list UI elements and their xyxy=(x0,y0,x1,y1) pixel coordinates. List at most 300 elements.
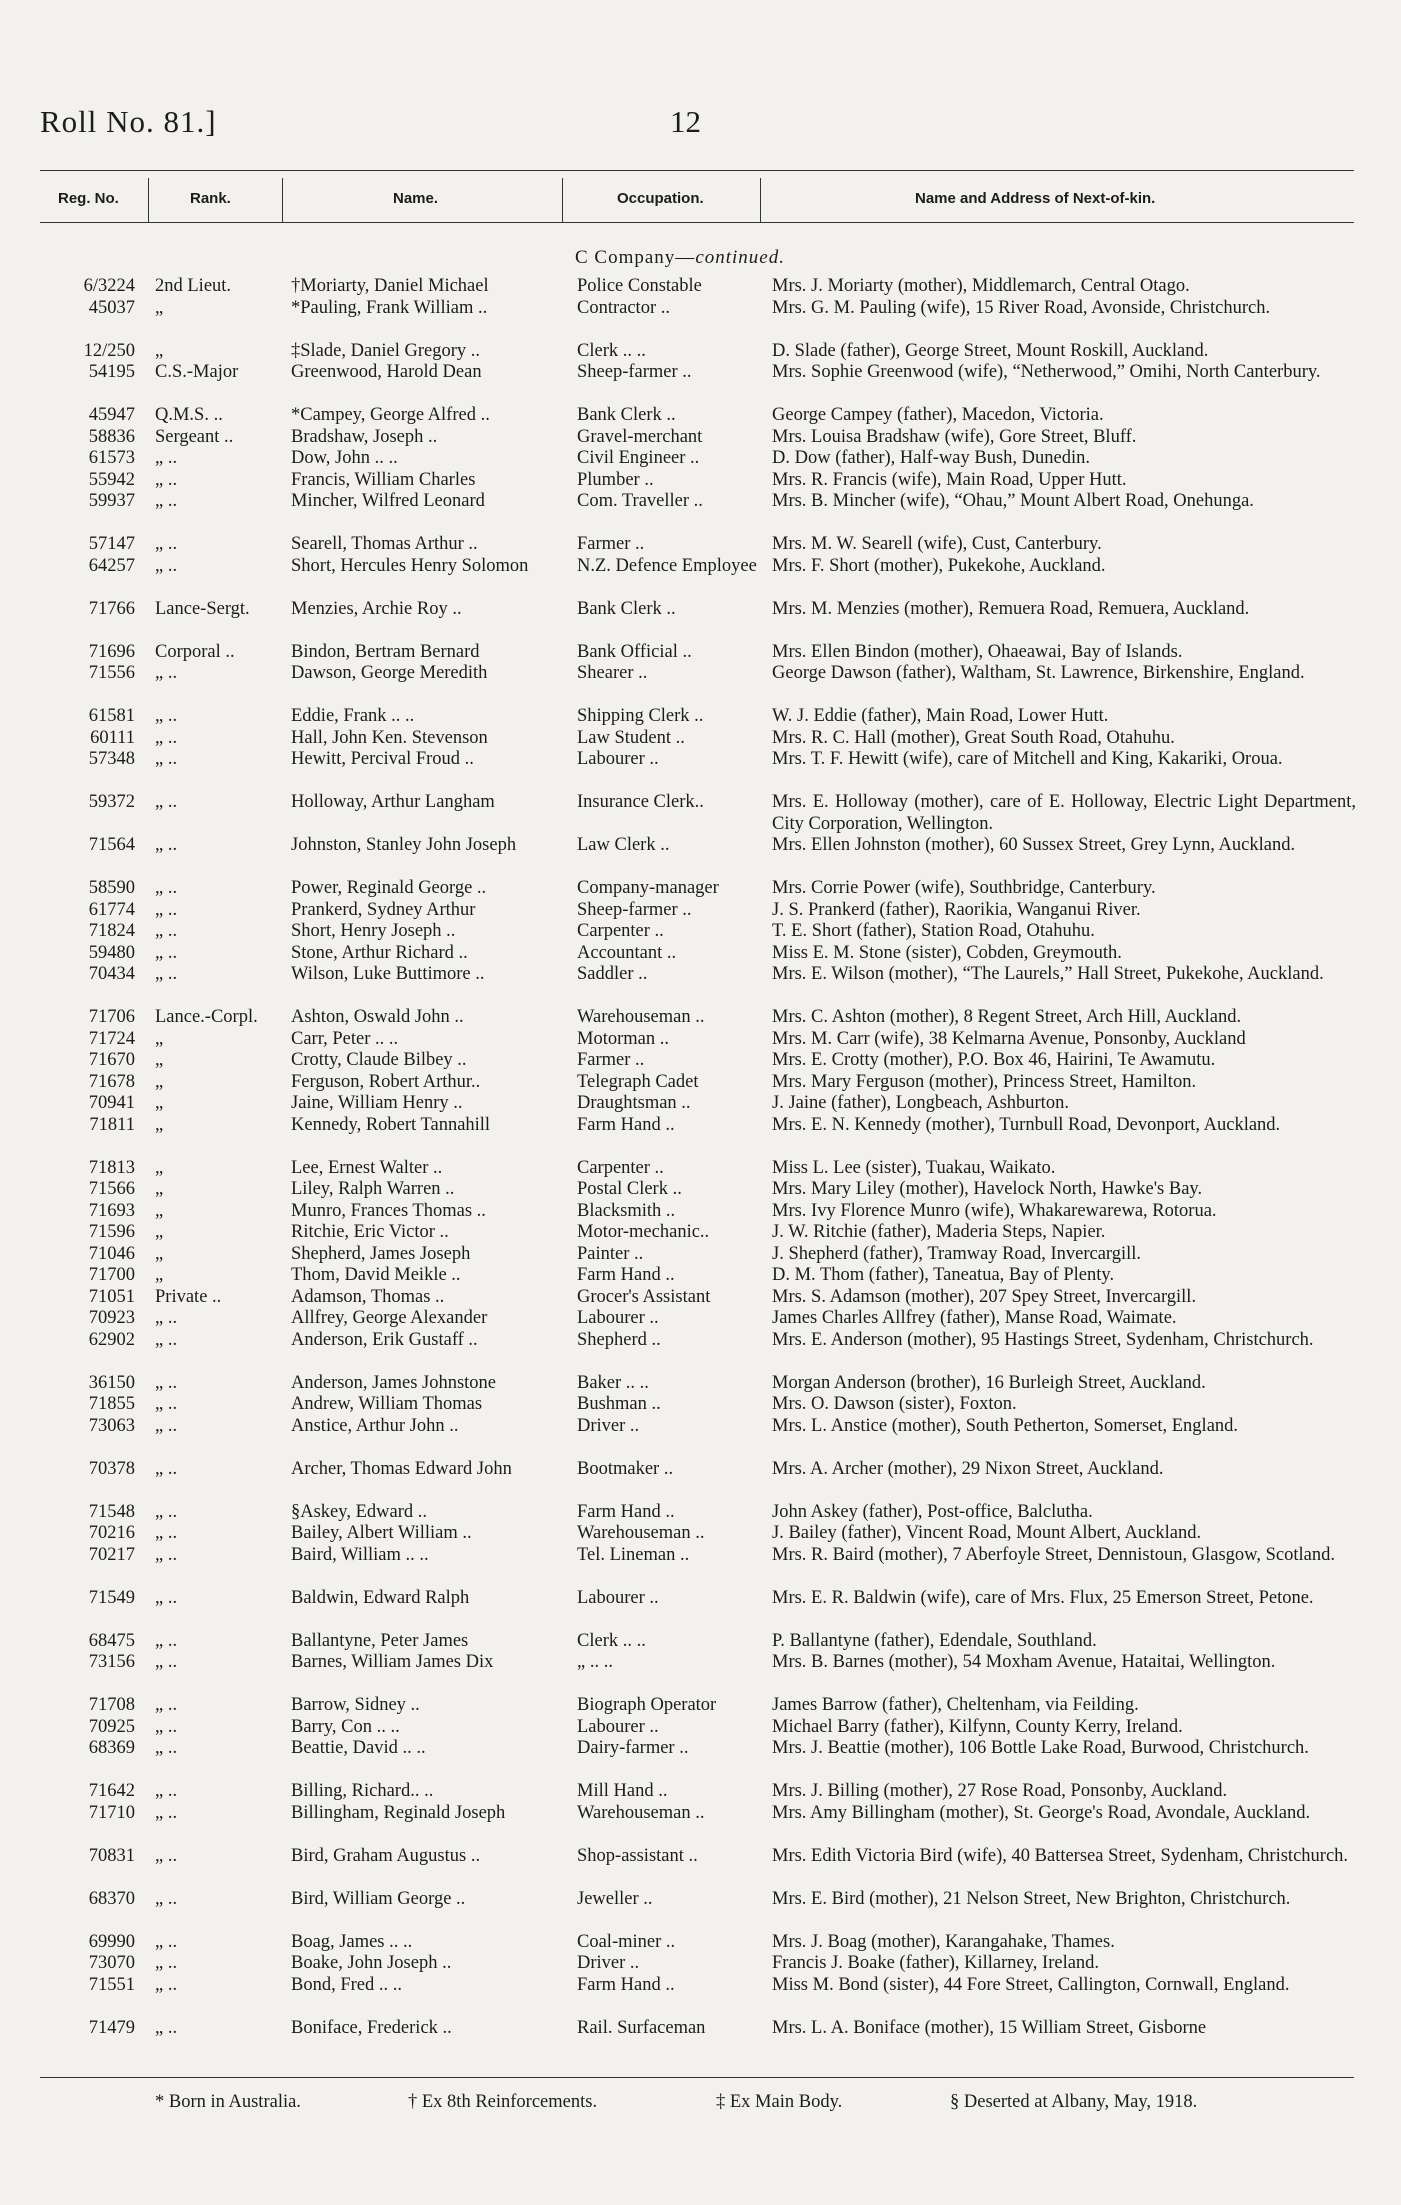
rank: „ xyxy=(155,1093,164,1113)
rank: Q.M.S. .. xyxy=(155,405,223,425)
next-of-kin: Mrs. L. Anstice (mother), South Petherton, Somerset, England. xyxy=(772,1415,1239,1436)
footer-rule xyxy=(40,2077,1354,2078)
occupation: Farm Hand .. xyxy=(577,1265,675,1285)
soldier-name: Francis, William Charles xyxy=(291,469,476,490)
soldier-name: Anderson, James Johnstone xyxy=(291,1372,497,1393)
next-of-kin: Mrs. E. Bird (mother), 21 Nelson Street, New Brighton, Christchurch. xyxy=(772,1888,1291,1909)
soldier-name: Short, Hercules Henry Solomon xyxy=(291,555,529,576)
occupation: „ .. .. xyxy=(577,1652,613,1672)
next-of-kin: J. Shepherd (father), Tramway Road, Invercargill. xyxy=(772,1243,1142,1264)
occupation: Tel. Lineman .. xyxy=(577,1544,690,1565)
column-header-rank: Rank. xyxy=(190,190,231,207)
reg-number: 55942 xyxy=(88,469,135,490)
rank: „ .. xyxy=(155,1308,178,1328)
reg-number: 64257 xyxy=(88,555,135,576)
rank: „ .. xyxy=(155,491,178,511)
next-of-kin: Mrs. G. M. Pauling (wife), 15 River Road, Avonside, Christchurch. xyxy=(772,297,1271,318)
occupation: Labourer .. xyxy=(577,749,659,769)
reg-number: 71693 xyxy=(88,1200,135,1221)
reg-number: 70831 xyxy=(88,1845,135,1866)
next-of-kin: Mrs. E. Wilson (mother), “The Laurels,” Hall Street, Pukekohe, Auckland. xyxy=(772,964,1324,984)
reg-number: 59372 xyxy=(88,792,135,812)
rank: „ xyxy=(155,1265,164,1285)
soldier-name: Holloway, Arthur Langham xyxy=(291,792,495,812)
soldier-name: Beattie, David .. .. xyxy=(291,1738,426,1758)
soldier-name: Billingham, Reginald Joseph xyxy=(291,1802,506,1823)
rank: „ .. xyxy=(155,1630,178,1651)
next-of-kin: Mrs. E. Crotty (mother), P.O. Box 46, Hairini, Te Awamutu. xyxy=(772,1050,1216,1070)
reg-number: 71549 xyxy=(88,1587,135,1608)
rank: „ xyxy=(155,1200,164,1221)
next-of-kin: Mrs. R. C. Hall (mother), Great South Road, Otahuhu. xyxy=(772,727,1175,748)
footnote-deserted: § Deserted at Albany, May, 1918. xyxy=(950,2092,1198,2112)
occupation: Shearer .. xyxy=(577,663,648,683)
soldier-name: Eddie, Frank .. .. xyxy=(291,706,415,726)
next-of-kin: J. Bailey (father), Vincent Road, Mount Albert, Auckland. xyxy=(772,1523,1202,1543)
soldier-name: Greenwood, Harold Dean xyxy=(291,362,482,382)
reg-number: 60111 xyxy=(90,727,135,748)
next-of-kin: James Barrow (father), Cheltenham, via Feilding. xyxy=(772,1695,1139,1715)
rank: „ .. xyxy=(155,1845,178,1866)
section-heading xyxy=(575,247,785,269)
reg-number: 71642 xyxy=(88,1781,135,1801)
rank: „ xyxy=(155,1050,164,1070)
reg-number: 70217 xyxy=(88,1544,135,1565)
next-of-kin: John Askey (father), Post-office, Balclutha. xyxy=(772,1501,1093,1522)
rank: „ .. xyxy=(155,1458,178,1479)
page-number: 12 xyxy=(670,104,701,139)
rank: „ .. xyxy=(155,1695,178,1715)
reg-number: 61774 xyxy=(88,899,135,920)
occupation: Sheep-farmer .. xyxy=(577,362,692,382)
soldier-name: Shepherd, James Joseph xyxy=(291,1243,471,1264)
reg-number: 73156 xyxy=(88,1652,135,1672)
occupation: Bank Official .. xyxy=(577,641,692,662)
occupation: Warehouseman .. xyxy=(577,1802,705,1823)
rank: „ .. xyxy=(155,1931,178,1952)
reg-number: 71696 xyxy=(88,641,135,662)
occupation: Shipping Clerk .. xyxy=(577,706,704,726)
soldier-name: Johnston, Stanley John Joseph xyxy=(291,835,517,855)
reg-number: 71708 xyxy=(88,1695,135,1715)
reg-number: 71724 xyxy=(88,1028,135,1049)
rank: C.S.-Major xyxy=(155,362,239,382)
next-of-kin: Francis J. Boake (father), Killarney, Ireland. xyxy=(772,1953,1100,1973)
rank: „ .. xyxy=(155,942,178,963)
soldier-name: Bailey, Albert William .. xyxy=(291,1523,472,1543)
next-of-kin: Mrs. B. Barnes (mother), 54 Moxham Avenue, Hataitai, Wellington. xyxy=(772,1652,1276,1672)
reg-number: 45037 xyxy=(88,297,135,318)
reg-number: 71855 xyxy=(88,1394,135,1414)
next-of-kin: Mrs. F. Short (mother), Pukekohe, Auckland. xyxy=(772,555,1106,576)
reg-number: 71813 xyxy=(88,1157,135,1178)
next-of-kin: Mrs. Ellen Johnston (mother), 60 Sussex Street, Grey Lynn, Auckland. xyxy=(772,835,1296,855)
soldier-name: Bird, Graham Augustus .. xyxy=(291,1845,481,1866)
next-of-kin: Mrs. E. N. Kennedy (mother), Turnbull Road, Devonport, Auckland. xyxy=(772,1114,1281,1135)
occupation: Labourer .. xyxy=(577,1587,659,1608)
reg-number: 54195 xyxy=(88,362,135,382)
next-of-kin: Mrs. B. Mincher (wife), “Ohau,” Mount Albert Road, Onehunga. xyxy=(772,491,1254,511)
reg-number: 58836 xyxy=(88,426,135,447)
soldier-name: Wilson, Luke Buttimore .. xyxy=(291,964,485,984)
roll-title: Roll No. 81.] xyxy=(40,104,217,139)
next-of-kin: Mrs. L. A. Boniface (mother), 15 William Street, Gisborne xyxy=(772,2017,1207,2038)
soldier-name: †Moriarty, Daniel Michael xyxy=(291,276,489,296)
occupation: Contractor .. xyxy=(577,297,670,318)
next-of-kin: Mrs. S. Adamson (mother), 207 Spey Street, Invercargill. xyxy=(772,1286,1197,1307)
column-header-next-of-kin: Name and Address of Next-of-kin. xyxy=(915,190,1156,207)
soldier-name: Barrow, Sidney .. xyxy=(291,1695,420,1715)
soldier-name: Kennedy, Robert Tannahill xyxy=(291,1114,491,1135)
next-of-kin: Morgan Anderson (brother), 16 Burleigh Street, Auckland. xyxy=(772,1372,1206,1393)
occupation: Warehouseman .. xyxy=(577,1007,705,1027)
next-of-kin: Mrs. Edith Victoria Bird (wife), 40 Battersea Street, Sydenham, Christchurch. xyxy=(772,1845,1349,1866)
next-of-kin: Mrs. Louisa Bradshaw (wife), Gore Street, Bluff. xyxy=(772,426,1137,447)
soldier-name: Ashton, Oswald John .. xyxy=(291,1007,464,1027)
next-of-kin: J. Jaine (father), Longbeach, Ashburton. xyxy=(772,1093,1069,1113)
next-of-kin: Mrs. Sophie Greenwood (wife), “Netherwood,” Omihi, North Canterbury. xyxy=(772,362,1321,382)
occupation: Clerk .. .. xyxy=(577,1630,646,1651)
next-of-kin: J. W. Ritchie (father), Maderia Steps, Napier. xyxy=(772,1222,1106,1242)
next-of-kin: Mrs. E. Holloway (mother), care of E. Holloway, Electric Light Department, City Corporation, Wellington. xyxy=(772,792,1356,834)
header-top-rule xyxy=(40,170,1354,171)
reg-number: 59480 xyxy=(88,942,135,963)
reg-number: 45947 xyxy=(88,405,135,425)
occupation: Farmer .. xyxy=(577,534,645,554)
occupation: Saddler .. xyxy=(577,964,648,984)
soldier-name: Adamson, Thomas .. xyxy=(291,1286,445,1307)
reg-number: 71596 xyxy=(88,1222,135,1242)
next-of-kin: George Campey (father), Macedon, Victoria. xyxy=(772,405,1104,425)
reg-number: 71566 xyxy=(88,1179,135,1199)
soldier-name: Anstice, Arthur John .. xyxy=(291,1415,459,1436)
reg-number: 62902 xyxy=(88,1329,135,1350)
occupation: Shop-assistant .. xyxy=(577,1845,698,1866)
soldier-name: Prankerd, Sydney Arthur xyxy=(291,899,476,920)
footnote-main-body: ‡ Ex Main Body. xyxy=(716,2092,843,2112)
soldier-name: Carr, Peter .. .. xyxy=(291,1028,399,1049)
rank: „ .. xyxy=(155,706,178,726)
reg-number: 73063 xyxy=(88,1415,135,1436)
rank: „ .. xyxy=(155,1716,178,1737)
occupation: Driver .. xyxy=(577,1415,640,1436)
occupation: Accountant .. xyxy=(577,942,677,963)
rank: Lance-Sergt. xyxy=(155,598,250,619)
rank: „ .. xyxy=(155,835,178,855)
reg-number: 71051 xyxy=(88,1286,135,1307)
occupation: Grocer's Assistant xyxy=(577,1286,711,1307)
soldier-name: Bradshaw, Joseph .. xyxy=(291,426,438,447)
next-of-kin: Mrs. E. Anderson (mother), 95 Hastings Street, Sydenham, Christchurch. xyxy=(772,1329,1314,1350)
occupation: Police Constable xyxy=(577,276,702,296)
rank: „ .. xyxy=(155,1501,178,1522)
occupation: Farmer .. xyxy=(577,1050,645,1070)
soldier-name: Menzies, Archie Roy .. xyxy=(291,598,462,619)
next-of-kin: Mrs. A. Archer (mother), 29 Nixon Street, Auckland. xyxy=(772,1458,1164,1479)
occupation: Motor-mechanic.. xyxy=(577,1222,710,1242)
rank: „ xyxy=(155,1179,164,1199)
soldier-name: §Askey, Edward .. xyxy=(291,1501,427,1522)
reg-number: 70434 xyxy=(88,964,135,984)
next-of-kin: J. S. Prankerd (father), Raorikia, Wanganui River. xyxy=(772,899,1141,920)
rank: „ xyxy=(155,1243,164,1264)
reg-number: 71046 xyxy=(88,1243,135,1264)
rank: „ .. xyxy=(155,1781,178,1801)
reg-number: 71766 xyxy=(88,598,135,619)
reg-number: 58590 xyxy=(88,878,135,898)
reg-number: 69990 xyxy=(88,1931,135,1952)
next-of-kin: D. Dow (father), Half-way Bush, Dunedin. xyxy=(772,448,1091,468)
header-bottom-rule xyxy=(40,222,1354,223)
occupation: Warehouseman .. xyxy=(577,1523,705,1543)
soldier-name: Hewitt, Percival Froud .. xyxy=(291,749,474,769)
reg-number: 36150 xyxy=(88,1372,135,1393)
occupation: Plumber .. xyxy=(577,469,654,490)
occupation: Com. Traveller .. xyxy=(577,491,703,511)
next-of-kin: Miss E. M. Stone (sister), Cobden, Greymouth. xyxy=(772,942,1122,963)
soldier-name: Munro, Frances Thomas .. xyxy=(291,1200,486,1221)
next-of-kin: Mrs. Amy Billingham (mother), St. George's Road, Avondale, Auckland. xyxy=(772,1802,1311,1823)
soldier-name: Thom, David Meikle .. xyxy=(291,1265,461,1285)
soldier-name: Hall, John Ken. Stevenson xyxy=(291,727,488,748)
rank: „ .. xyxy=(155,964,178,984)
reg-number: 68369 xyxy=(88,1738,135,1758)
column-divider xyxy=(562,178,563,222)
reg-number: 59937 xyxy=(88,491,135,511)
reg-number: 71811 xyxy=(89,1114,135,1135)
rank: Private .. xyxy=(155,1286,222,1307)
soldier-name: Baldwin, Edward Ralph xyxy=(291,1587,470,1608)
rank: 2nd Lieut. xyxy=(155,276,232,296)
rank: „ .. xyxy=(155,1652,178,1672)
rank: „ .. xyxy=(155,792,178,812)
soldier-name: Archer, Thomas Edward John xyxy=(291,1458,512,1479)
soldier-name: Billing, Richard.. .. xyxy=(291,1781,434,1801)
next-of-kin: Mrs. Ellen Bindon (mother), Ohaeawai, Bay of Islands. xyxy=(772,641,1183,662)
rank: „ .. xyxy=(155,1802,178,1823)
next-of-kin: T. E. Short (father), Station Road, Otahuhu. xyxy=(772,921,1095,941)
occupation: Rail. Surfaceman xyxy=(577,2017,706,2038)
rank: „ .. xyxy=(155,1329,178,1350)
next-of-kin: P. Ballantyne (father), Edendale, Southland. xyxy=(772,1630,1097,1651)
rank: „ xyxy=(155,1028,164,1049)
rank: „ .. xyxy=(155,921,178,941)
column-header-occupation: Occupation. xyxy=(617,190,704,207)
next-of-kin: D. Slade (father), George Street, Mount Roskill, Auckland. xyxy=(772,340,1209,361)
soldier-name: Crotty, Claude Bilbey .. xyxy=(291,1050,467,1070)
next-of-kin: Mrs. O. Dawson (sister), Foxton. xyxy=(772,1394,1017,1414)
rank: „ .. xyxy=(155,1587,178,1608)
occupation: Farm Hand .. xyxy=(577,1974,675,1995)
rank: „ .. xyxy=(155,1974,178,1995)
occupation: Law Clerk .. xyxy=(577,835,670,855)
reg-number: 71710 xyxy=(88,1802,135,1823)
occupation: Gravel-merchant xyxy=(577,426,703,447)
occupation: Baker .. .. xyxy=(577,1372,649,1393)
reg-number: 6/3224 xyxy=(83,276,135,296)
next-of-kin: Miss M. Bond (sister), 44 Fore Street, Callington, Cornwall, England. xyxy=(772,1974,1290,1995)
occupation: Bank Clerk .. xyxy=(577,598,676,619)
occupation: Driver .. xyxy=(577,1953,640,1973)
soldier-name: Dawson, George Meredith xyxy=(291,663,488,683)
soldier-name: Ritchie, Eric Victor .. xyxy=(291,1222,449,1242)
reg-number: 68475 xyxy=(88,1630,135,1651)
next-of-kin: Mrs. T. F. Hewitt (wife), care of Mitchell and King, Kakariki, Oroua. xyxy=(772,749,1283,769)
occupation: Shepherd .. xyxy=(577,1329,661,1350)
soldier-name: Searell, Thomas Arthur .. xyxy=(291,534,478,554)
rank: „ .. xyxy=(155,749,178,769)
occupation: Dairy-farmer .. xyxy=(577,1738,689,1758)
occupation: Farm Hand .. xyxy=(577,1114,675,1135)
next-of-kin: Mrs. C. Ashton (mother), 8 Regent Street, Arch Hill, Auckland. xyxy=(772,1007,1242,1027)
rank: „ .. xyxy=(155,2017,178,2038)
reg-number: 12/250 xyxy=(83,340,135,361)
rank: Lance.-Corpl. xyxy=(155,1007,258,1027)
occupation: Labourer .. xyxy=(577,1308,659,1328)
next-of-kin: Mrs. J. Boag (mother), Karangahake, Thames. xyxy=(772,1931,1115,1952)
occupation: Farm Hand .. xyxy=(577,1501,675,1522)
next-of-kin: Mrs. M. Carr (wife), 38 Kelmarna Avenue, Ponsonby, Auckland xyxy=(772,1028,1246,1049)
occupation: Company-manager xyxy=(577,878,719,898)
soldier-name: Bird, William George .. xyxy=(291,1888,466,1909)
next-of-kin: Mrs. J. Beattie (mother), 106 Bottle Lake Road, Burwood, Christchurch. xyxy=(772,1738,1309,1758)
reg-number: 71824 xyxy=(88,921,135,941)
occupation: Postal Clerk .. xyxy=(577,1179,682,1199)
reg-number: 71670 xyxy=(88,1050,135,1070)
next-of-kin: Mrs. Mary Ferguson (mother), Princess Street, Hamilton. xyxy=(772,1071,1197,1092)
rank: „ .. xyxy=(155,534,178,554)
occupation: Civil Engineer .. xyxy=(577,448,700,468)
occupation: Labourer .. xyxy=(577,1716,659,1737)
rank: „ xyxy=(155,297,164,318)
reg-number: 70923 xyxy=(88,1308,135,1328)
next-of-kin: Mrs. M. W. Searell (wife), Cust, Canterbury. xyxy=(772,534,1102,554)
reg-number: 73070 xyxy=(88,1953,135,1973)
next-of-kin: Mrs. E. R. Baldwin (wife), care of Mrs. Flux, 25 Emerson Street, Petone. xyxy=(772,1587,1314,1608)
rank: „ xyxy=(155,1157,164,1178)
next-of-kin: Michael Barry (father), Kilfynn, County Kerry, Ireland. xyxy=(772,1716,1183,1737)
rank: „ .. xyxy=(155,1523,178,1543)
soldier-name: Ballantyne, Peter James xyxy=(291,1630,469,1651)
rank: „ .. xyxy=(155,878,178,898)
rank: „ xyxy=(155,1222,164,1242)
rank: „ .. xyxy=(155,555,178,576)
reg-number: 71556 xyxy=(88,663,135,683)
rank: „ .. xyxy=(155,1415,178,1436)
occupation: Coal-miner .. xyxy=(577,1931,676,1952)
soldier-name: Bond, Fred .. .. xyxy=(291,1974,402,1995)
reg-number: 61581 xyxy=(88,706,135,726)
soldier-name: Stone, Arthur Richard .. xyxy=(291,942,468,963)
next-of-kin: Mrs. M. Menzies (mother), Remuera Road, Remuera, Auckland. xyxy=(772,598,1250,619)
soldier-name: Dow, John .. .. xyxy=(291,448,398,468)
next-of-kin: Mrs. R. Baird (mother), 7 Aberfoyle Street, Dennistoun, Glasgow, Scotland. xyxy=(772,1544,1335,1565)
next-of-kin: Mrs. R. Francis (wife), Main Road, Upper Hutt. xyxy=(772,469,1127,490)
occupation: Bank Clerk .. xyxy=(577,405,676,425)
rank: „ .. xyxy=(155,727,178,748)
next-of-kin: Mrs. J. Moriarty (mother), Middlemarch, Central Otago. xyxy=(772,276,1190,296)
reg-number: 71706 xyxy=(88,1007,135,1027)
rank: „ .. xyxy=(155,1372,178,1393)
rank: „ .. xyxy=(155,448,178,468)
soldier-name: Liley, Ralph Warren .. xyxy=(291,1179,455,1199)
soldier-name: Power, Reginald George .. xyxy=(291,878,487,898)
rank: „ .. xyxy=(155,899,178,920)
column-header-reg: Reg. No. xyxy=(58,190,119,207)
next-of-kin: W. J. Eddie (father), Main Road, Lower Hutt. xyxy=(772,706,1109,726)
soldier-name: Baird, William .. .. xyxy=(291,1544,429,1565)
reg-number: 71700 xyxy=(88,1265,135,1285)
occupation: Motorman .. xyxy=(577,1028,669,1049)
soldier-name: Jaine, William Henry .. xyxy=(291,1093,463,1113)
next-of-kin: Mrs. J. Billing (mother), 27 Rose Road, Ponsonby, Auckland. xyxy=(772,1781,1228,1801)
occupation: Telegraph Cadet xyxy=(577,1071,699,1092)
soldier-name: *Pauling, Frank William .. xyxy=(291,297,488,318)
next-of-kin: Mrs. Corrie Power (wife), Southbridge, Canterbury. xyxy=(772,878,1156,898)
occupation: Mill Hand .. xyxy=(577,1781,668,1801)
occupation: Painter .. xyxy=(577,1243,644,1264)
reg-number: 71479 xyxy=(88,2017,135,2038)
reg-number: 57348 xyxy=(88,749,135,769)
soldier-name: Short, Henry Joseph .. xyxy=(291,921,456,941)
occupation: Insurance Clerk.. xyxy=(577,792,704,812)
reg-number: 71551 xyxy=(88,1974,135,1995)
section-label: C Company— xyxy=(575,247,696,268)
column-divider xyxy=(282,178,283,222)
soldier-name: Barnes, William James Dix xyxy=(291,1652,494,1672)
soldier-name: Mincher, Wilfred Leonard xyxy=(291,491,485,511)
occupation: Clerk .. .. xyxy=(577,340,646,361)
soldier-name: Anderson, Erik Gustaff .. xyxy=(291,1329,478,1350)
rank: „ .. xyxy=(155,1738,178,1758)
reg-number: 61573 xyxy=(88,448,135,468)
next-of-kin: Miss L. Lee (sister), Tuakau, Waikato. xyxy=(772,1157,1056,1178)
footnote-8th-reinforcements: † Ex 8th Reinforcements. xyxy=(408,2092,598,2112)
next-of-kin: James Charles Allfrey (father), Manse Road, Waimate. xyxy=(772,1308,1177,1328)
occupation: Bushman .. xyxy=(577,1394,661,1414)
reg-number: 71678 xyxy=(88,1071,135,1092)
soldier-name: Boag, James .. .. xyxy=(291,1931,413,1952)
soldier-name: Barry, Con .. .. xyxy=(291,1716,400,1737)
next-of-kin: D. M. Thom (father), Taneatua, Bay of Plenty. xyxy=(772,1265,1115,1285)
rank: „ .. xyxy=(155,469,178,490)
next-of-kin: George Dawson (father), Waltham, St. Lawrence, Birkenshire, England. xyxy=(772,663,1305,683)
reg-number: 68370 xyxy=(88,1888,135,1909)
occupation: Blacksmith .. xyxy=(577,1200,676,1221)
soldier-name: Andrew, William Thomas xyxy=(291,1394,483,1414)
soldier-name: Allfrey, George Alexander xyxy=(291,1308,488,1328)
reg-number: 70378 xyxy=(88,1458,135,1479)
next-of-kin: Mrs. Ivy Florence Munro (wife), Whakarewarewa, Rotorua. xyxy=(772,1200,1217,1221)
rank: „ xyxy=(155,340,164,361)
column-divider xyxy=(148,178,149,222)
reg-number: 71548 xyxy=(88,1501,135,1522)
reg-number: 70925 xyxy=(88,1716,135,1737)
section-continued: continued. xyxy=(695,247,785,268)
rank: „ .. xyxy=(155,1394,178,1414)
rank: „ .. xyxy=(155,1953,178,1973)
soldier-name: Bindon, Bertram Bernard xyxy=(291,641,480,662)
reg-number: 70216 xyxy=(88,1523,135,1543)
occupation: Jeweller .. xyxy=(577,1888,653,1909)
rank: „ .. xyxy=(155,1544,178,1565)
rank: „ .. xyxy=(155,1888,178,1909)
column-divider xyxy=(760,178,761,222)
occupation: Sheep-farmer .. xyxy=(577,899,692,920)
rank: „ xyxy=(155,1071,164,1092)
soldier-name: Lee, Ernest Walter .. xyxy=(291,1157,443,1178)
occupation: N.Z. Defence Employee xyxy=(577,555,757,576)
